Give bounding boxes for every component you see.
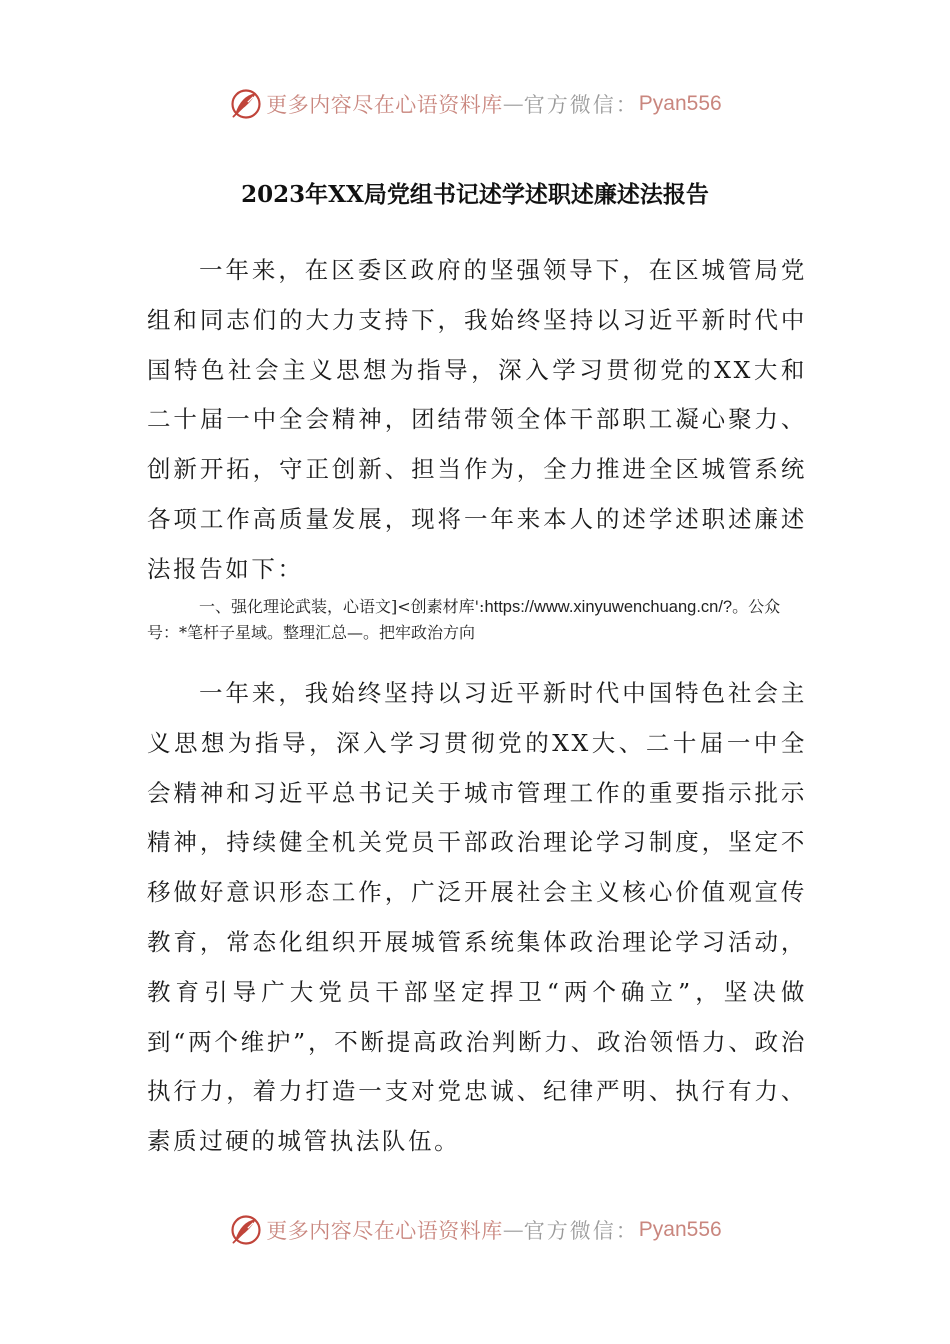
pen-logo-icon — [228, 1212, 264, 1248]
watermark-separator: — — [502, 1218, 524, 1242]
body-paragraph-theory: 一年来，我始终坚持以习近平新时代中国特色社会主义思想为指导，深入学习贯彻党的XX大、二十届一中全会精神和习近平总书记关于城市管理工作的重要指示批示精神，持续健全机关党员干部政治理论学习制度，坚定不移做好意识形态工作，广泛开展社会主义核心价值观宣传教育，常态化组织开展城管系统集体政治理论学习活动，教育引导广大党员干部坚定捍卫“两个确立”，坚决做到“两个维护”，不断提高政治判断力、政治领悟力、政治执行力，着力打造一支对党忠诚、纪律严明、执行有力、素质过硬的城管执法队伍。 — [147, 679, 807, 1156]
document-title: 2023年XX局党组书记述学述职述廉述法报告 — [241, 181, 709, 208]
header-watermark — [0, 82, 950, 126]
section-heading-part1: 一、强化理论武装，心语文]<创素材库': — [199, 597, 485, 616]
section-heading — [147, 594, 797, 646]
section-heading-url: https://www.xinyuwenchuang.cn/? — [484, 598, 733, 616]
watermark-wechat-id: Pyan556 — [638, 92, 722, 115]
watermark-wechat-id: Pyan556 — [638, 1218, 722, 1241]
section-heading-part3: 。公众号：*笔杆子星域。整理汇总—。把牢政治方向 — [147, 597, 781, 642]
watermark-main-text: 更多内容尽在心语资料库 — [266, 1219, 503, 1243]
body-paragraph-intro: 一年来，在区委区政府的坚强领导下，在区城管局党组和同志们的大力支持下，我始终坚持以习近平新时代中国特色社会主义思想为指导，深入学习贯彻党的XX大和二十届一中全会精神，团结带领全体干部职工凝心聚力、创新开拓，守正创新、担当作为，全力推进全区城管系统各项工作高质量发展，现将一年来本人的述学述职述廉述法报告如下： — [147, 256, 807, 583]
watermark-official-label: 官方微信： — [523, 93, 639, 117]
watermark-official-label: 官方微信： — [523, 1219, 639, 1243]
pen-logo-icon — [228, 86, 264, 122]
footer-watermark — [0, 1208, 950, 1252]
watermark-main-text: 更多内容尽在心语资料库 — [266, 93, 503, 117]
watermark-separator: — — [502, 92, 524, 116]
